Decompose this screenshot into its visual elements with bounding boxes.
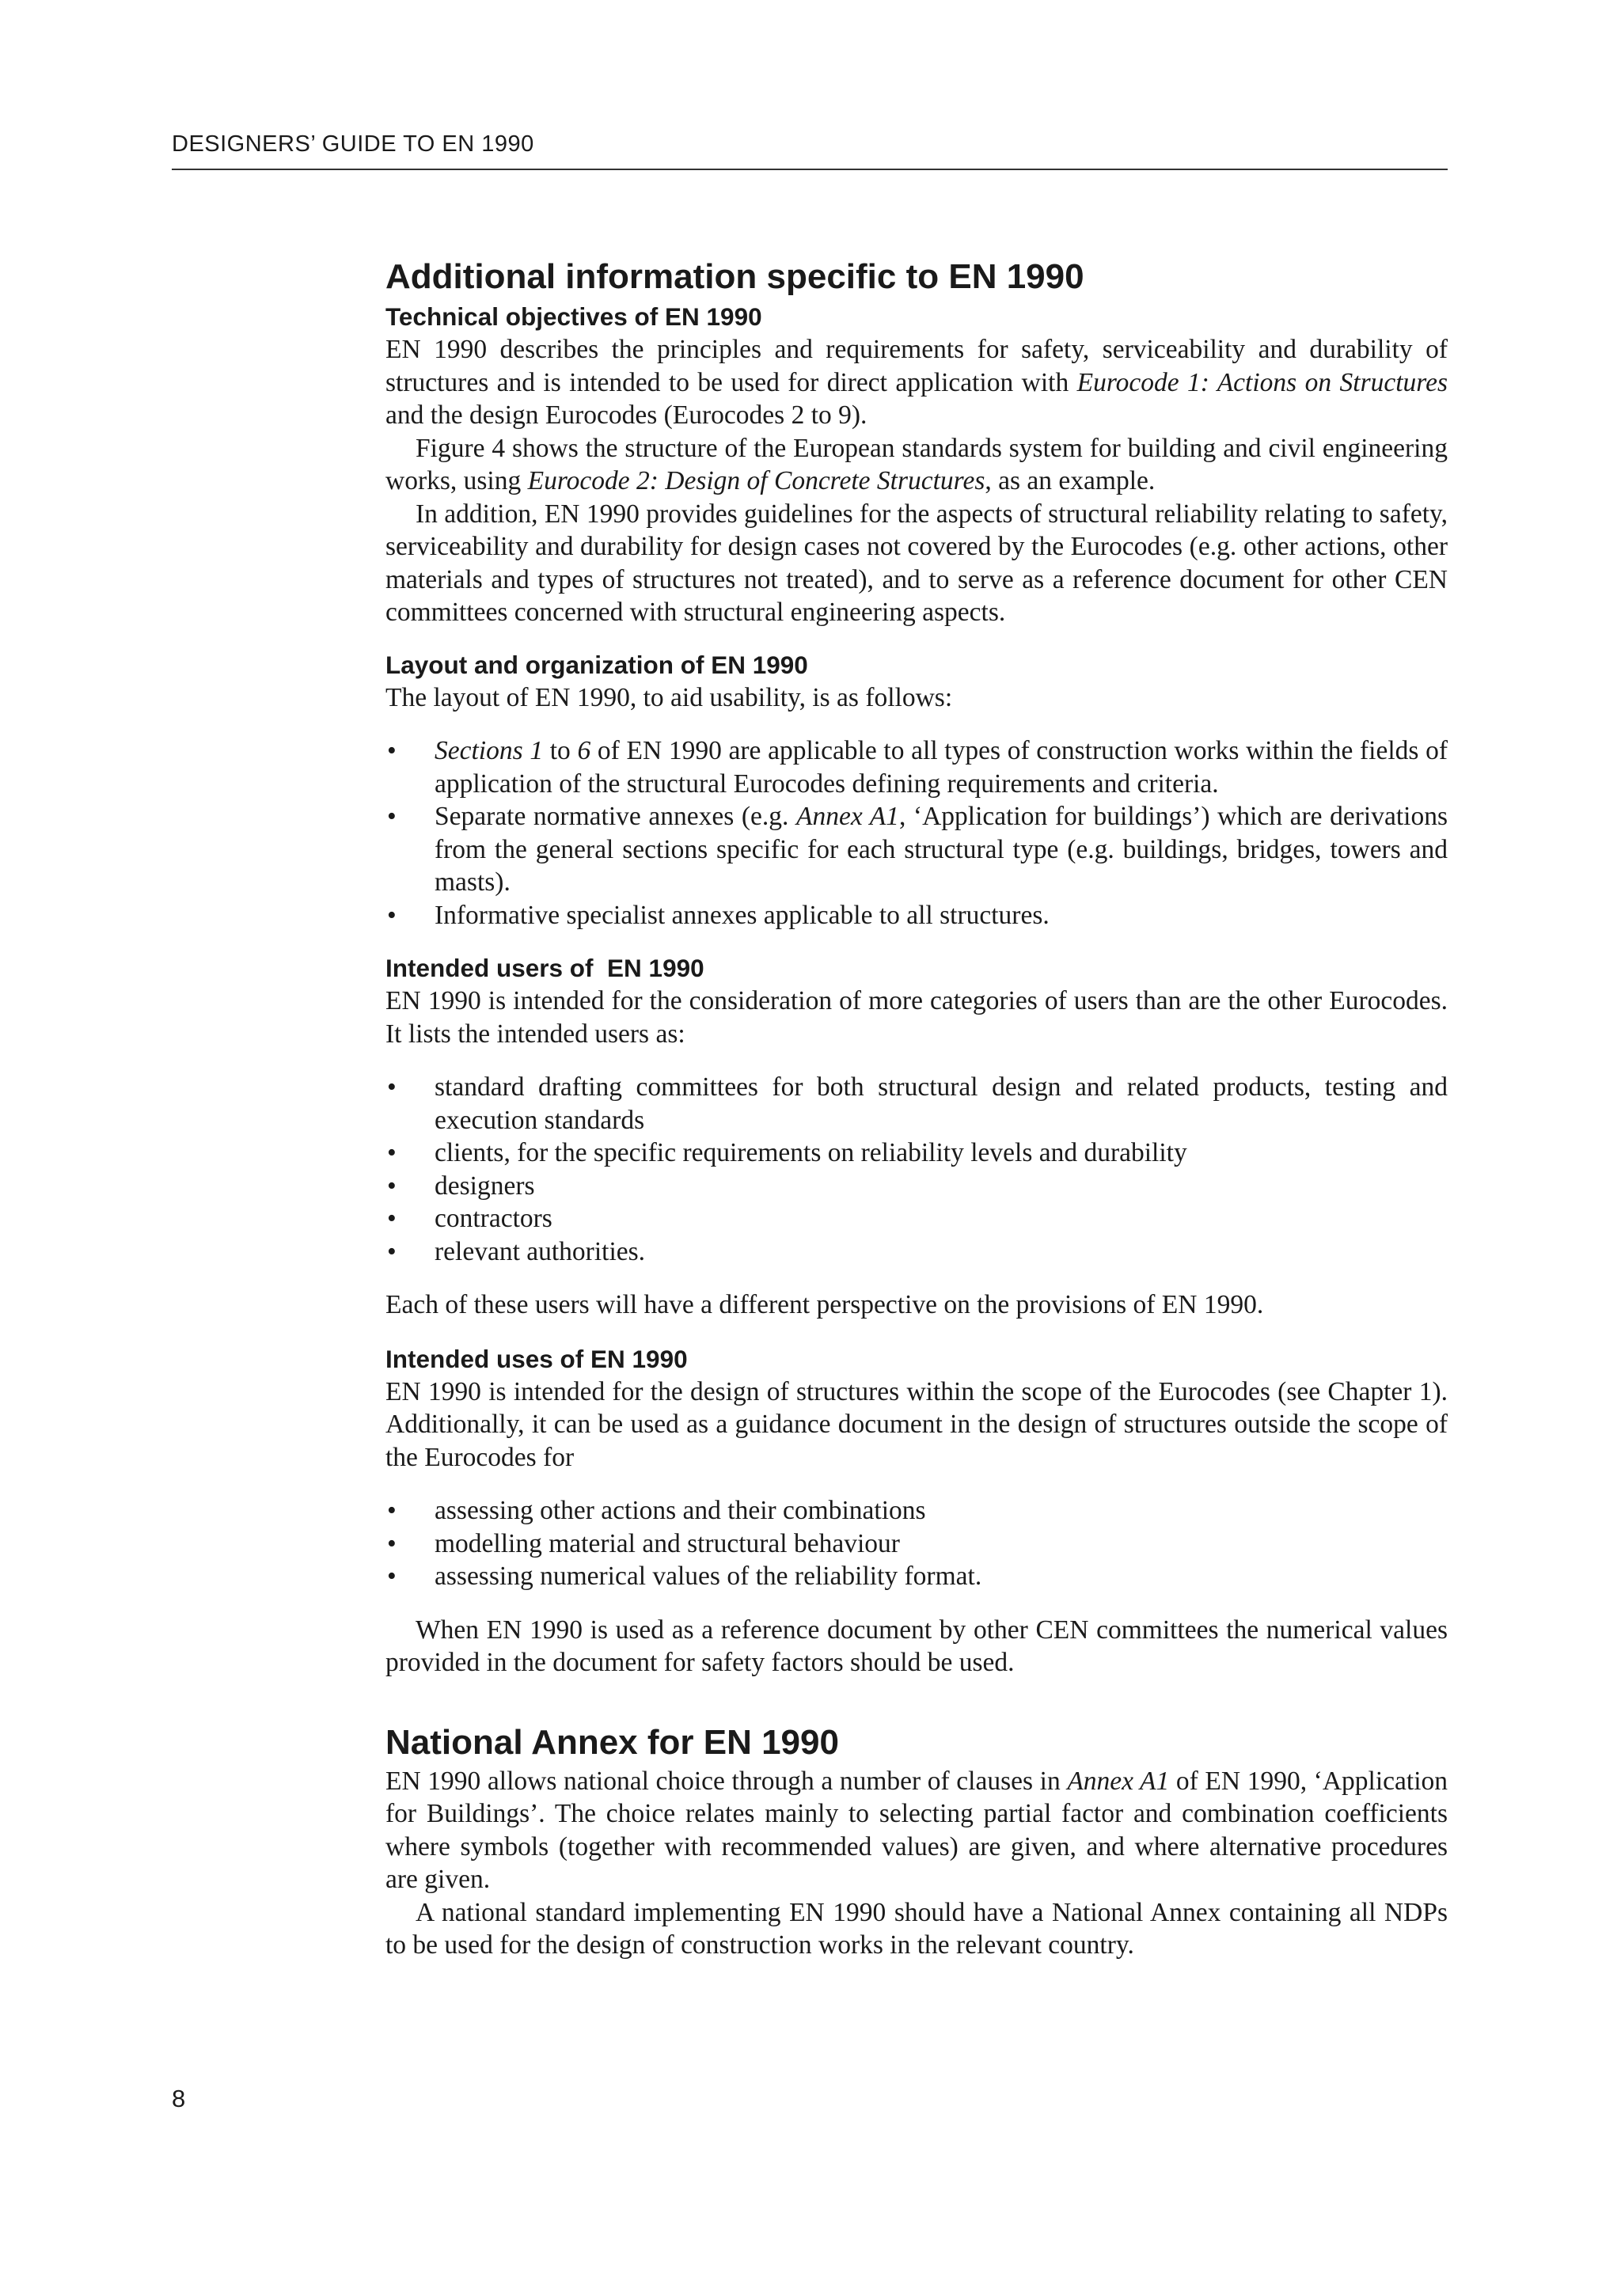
header-rule — [172, 169, 1448, 170]
running-header: DESIGNERS’ GUIDE TO EN 1990 — [172, 131, 534, 157]
paragraph-users-outro: Each of these users will have a different perspective on the provisions of EN 1990. — [385, 1290, 1264, 1319]
page-body — [385, 255, 1448, 1962]
heading-layout-organization: Layout and organization of EN 1990 — [385, 650, 808, 679]
section-title-additional-info: Additional information specific to EN 1990 — [385, 257, 1084, 296]
page-number: 8 — [172, 2085, 186, 2112]
paragraph-layout-intro: The layout of EN 1990, to aid usability, is as follows: — [385, 682, 953, 712]
paragraph-national-annex-1: EN 1990 allows national choice through a number of clauses in Annex A1 of EN 1990, ‘Application for Buildings’. The choice relates mainly to selecting partial factor and combination coefficients where symbols (together with recommended values) are given, and where alternative procedures are given. — [385, 1766, 1448, 1894]
list-item: • Sections 1 to 6 of EN 1990 are applicable to all types of construction works within the fields of application of the structural Eurocodes defining requirements and criteria. — [385, 734, 1448, 800]
list-item: • assessing other actions and their combinations — [385, 1494, 1448, 1528]
list-item: • assessing numerical values of the reliability format. — [385, 1560, 1448, 1593]
heading-intended-users: Intended users of EN 1990 — [385, 954, 704, 982]
list-item: • designers — [385, 1170, 1448, 1203]
paragraph-users-intro: EN 1990 is intended for the consideration of more categories of users than are the other Eurocodes. It lists the intended users as: — [385, 986, 1448, 1049]
list-item: • Separate normative annexes (e.g. Annex A1, ‘Application for buildings’) which are derivations from the general sections specific for each structural type (e.g. buildings, bridges, towers and masts). — [385, 800, 1448, 899]
heading-technical-objectives: Technical objectives of EN 1990 — [385, 302, 762, 331]
list-item: • clients, for the specific requirements on reliability levels and durability — [385, 1137, 1448, 1170]
heading-intended-uses: Intended uses of EN 1990 — [385, 1344, 688, 1373]
list-item: • relevant authorities. — [385, 1235, 1448, 1269]
paragraph-technical-3: In addition, EN 1990 provides guidelines for the aspects of structural reliability relating to safety, serviceability and durability for design cases not covered by the Eurocodes (e.g. other actions, other materials and types of structures not treated), and to serve as a reference document for other CEN committees concerned with structural engineering aspects. — [385, 499, 1448, 627]
paragraph-uses-outro: When EN 1990 is used as a reference document by other CEN committees the numerical values provided in the document for safety factors should be used. — [385, 1615, 1448, 1677]
list-item: • modelling material and structural behaviour — [385, 1528, 1448, 1561]
paragraph-technical-1: EN 1990 describes the principles and requirements for safety, serviceability and durability of structures and is intended to be used for direct application with Eurocode 1: Actions on Structures and the design Eurocodes (Eurocodes 2 to 9). — [385, 335, 1448, 430]
list-item: • Informative specialist annexes applicable to all structures. — [385, 899, 1448, 932]
paragraph-technical-2: Figure 4 shows the structure of the European standards system for building and civil engineering works, using Eurocode 2: Design of Concrete Structures, as an example. — [385, 433, 1448, 495]
list-item: • contractors — [385, 1202, 1448, 1235]
section-title-national-annex: National Annex for EN 1990 — [385, 1722, 839, 1762]
list-item: • standard drafting committees for both structural design and related products, testing and execution standards — [385, 1071, 1448, 1137]
paragraph-national-annex-2: A national standard implementing EN 1990 should have a National Annex containing all NDPs to be used for the design of construction works in the relevant country. — [385, 1897, 1448, 1960]
list-layout — [385, 734, 1448, 932]
list-users — [385, 1071, 1448, 1268]
paragraph-uses-intro: EN 1990 is intended for the design of structures within the scope of the Eurocodes (see Chapter 1). Additionally, it can be used as a guidance document in the design of structures outside the scope of the Eurocodes for — [385, 1376, 1448, 1472]
list-uses — [385, 1494, 1448, 1593]
